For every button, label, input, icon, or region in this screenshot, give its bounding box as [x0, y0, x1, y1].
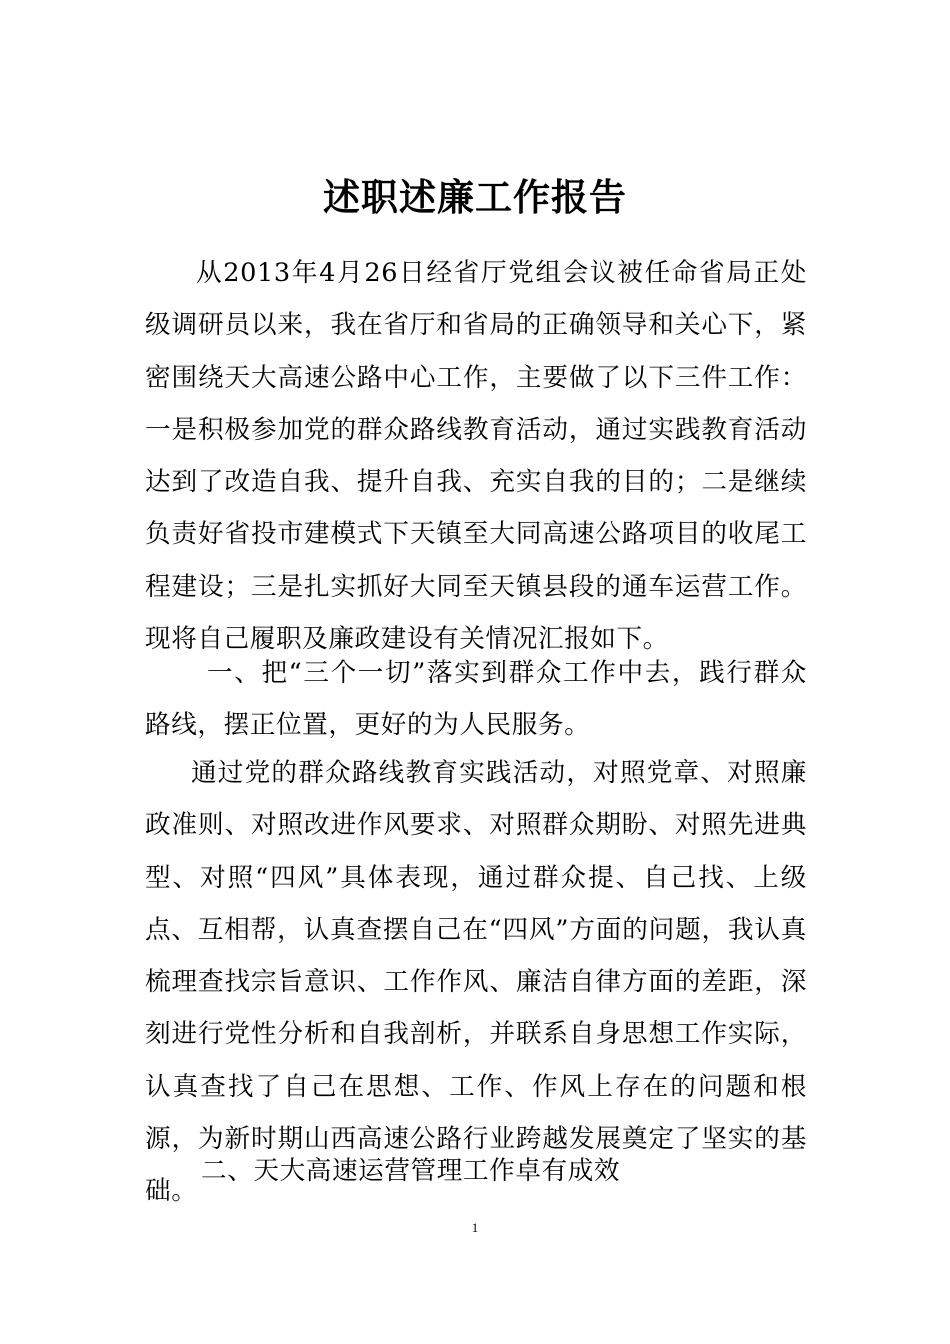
section-heading-1: 一、把“三个一切”落实到群众工作中去，践行群众路线，摆正位置，更好的为人民服务。: [145, 658, 807, 741]
section-heading-2: 二、天大高速运营管理工作卓有成效: [201, 1156, 621, 1186]
document-title: 述职述廉工作报告: [323, 176, 627, 219]
paragraph-intro: 从2013年4月26日经省厅党组会议被任命省局正处级调研员以来，我在省厅和省局的正确领导和关心下，紧密围绕天大高速公路中心工作，主要做了以下三件工作：一是积极参加党的群众路线教育活动，通过实践教育活动达到了改造自我、提升自我、充实自我的目的；二是继续负责好省投市建模式下天镇至大同高速公路项目的收尾工程建设；三是扎实抓好大同至天镇县段的通车运营工作。现将自己履职及廉政建设有关情况汇报如下。: [145, 258, 807, 655]
page-number: 1: [471, 1220, 479, 1235]
paragraph-section-1-body: 通过党的群众路线教育实践活动，对照党章、对照廉政准则、对照改进作风要求、对照群众期盼、对照先进典型、对照“四风”具体表现，通过群众提、自己找、上级点、互相帮，认真查摆自己在“四风”方面的问题，我认真梳理查找宗旨意识、工作作风、廉洁自律方面的差距，深刻进行党性分析和自我剖析，并联系自身思想工作实际，认真查找了自己在思想、工作、作风上存在的问题和根源，为新时期山西高速公路行业跨越发展奠定了坚实的基础。: [145, 758, 807, 1207]
